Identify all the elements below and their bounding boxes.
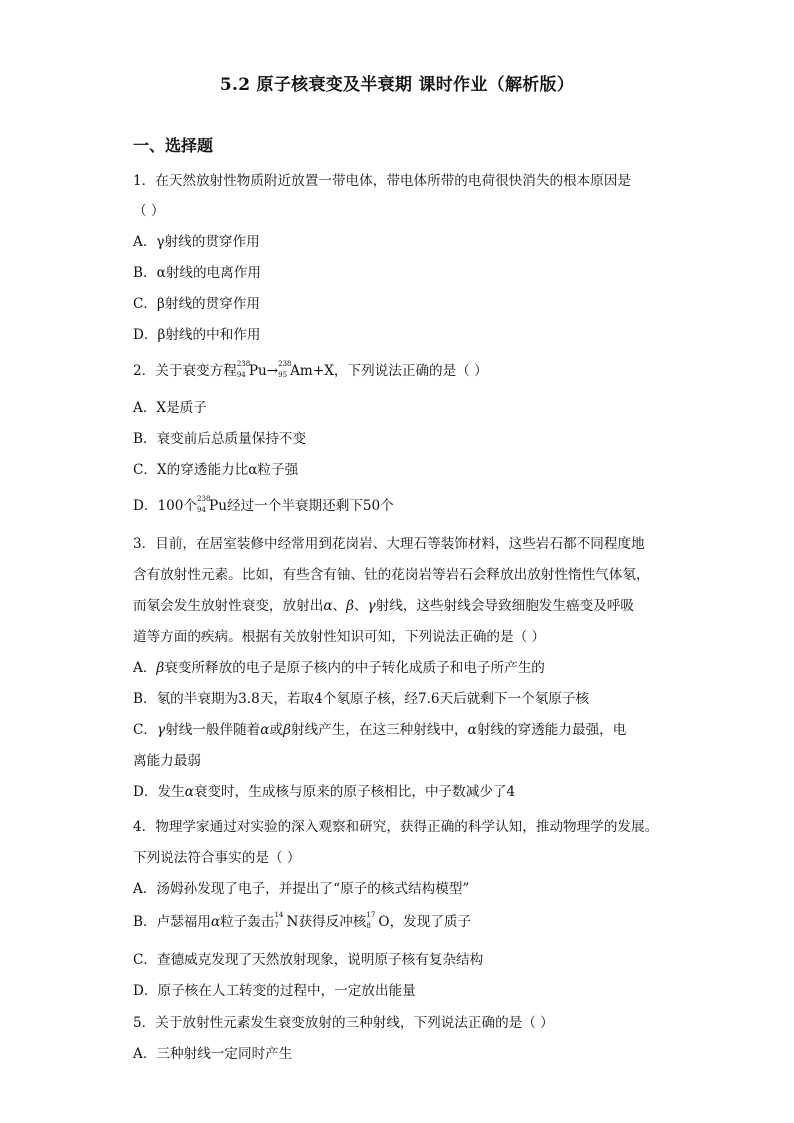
alpha-symbol: α: [260, 722, 270, 738]
q3-option-d-text: D．发生: [133, 784, 185, 800]
q4-option-b-text3: 获得反冲核: [298, 914, 367, 930]
q3-option-c-text2: 射线产生，在这三种射线中，: [290, 722, 468, 738]
n-symbol: N: [286, 914, 299, 930]
q4-option-b-text: B．卢瑟福用: [133, 914, 211, 930]
q4-stem-line2: 下列说法符合事实的是（ ）: [133, 850, 301, 866]
q2-option-d-tail: 经过一个半衰期还剩下50个: [226, 498, 394, 514]
beta-symbol: β: [283, 722, 291, 738]
q3-option-b: B．氡的半衰期为3.8天，若取4个氡原子核，经7.6天后就剩下一个氡原子核: [133, 691, 590, 707]
q1-stem: 1．在天然放射性物质附近放置一带电体，带电体所带的电荷很快消失的根本原因是: [133, 173, 632, 189]
q4-stem-line1: 4．物理学家通过对实验的深入观察和研究，获得正确的科学认知，推动物理学的发展。: [133, 819, 659, 835]
q3-stem-line1: 3．目前，在居室装修中经常用到花岗岩、大理石等装饰材料，这些岩石都不同程度地: [133, 536, 645, 552]
pu-mass-number: 238: [236, 360, 251, 368]
q3-stem-line4: 道等方面的疾病。根据有关放射性知识可知，下列说法正确的是（ ）: [133, 629, 546, 645]
q3-option-c-text: 射线一般伴随着: [165, 722, 261, 738]
pu-nuclide-2: [197, 497, 209, 515]
o-symbol: O: [378, 914, 390, 930]
q2-option-d-text: D．100个: [133, 498, 198, 514]
q2-option-c: C．X的穿透能力比α粒子强: [133, 462, 299, 478]
q3-option-c-label: C．: [133, 722, 157, 738]
o-atomic-number: 8: [366, 922, 371, 930]
q3-option-a-text: 衰变所释放的电子是原子核内的中子转化成质子和电子所产生的: [164, 660, 545, 676]
q1-option-d: D．β射线的中和作用: [133, 327, 261, 343]
alpha-symbol: α: [184, 784, 194, 800]
pu-atomic-number: 94: [236, 371, 246, 379]
q2-stem: [133, 362, 488, 380]
q2-stem-tail: +X，下列说法正确的是（ ）: [312, 363, 488, 379]
n-atomic-number: 7: [274, 922, 279, 930]
n-mass-number: 14: [274, 911, 284, 919]
pu-symbol: Pu: [248, 363, 267, 379]
q5-option-a: A．三种射线一定同时产生: [133, 1046, 293, 1062]
q4-option-c: C．查德威克发现了天然放射现象，说明原子核有复杂结构: [133, 952, 484, 968]
separator: 、: [353, 598, 368, 614]
separator: 、: [332, 598, 347, 614]
q5-stem: 5．关于放射性元素发生衰变放射的三种射线，下列说法正确的是（ ）: [133, 1015, 554, 1031]
q1-option-b: B．α射线的电离作用: [133, 265, 261, 281]
q4-option-b-text2: 粒子轰击: [220, 914, 275, 930]
o-nuclide: [366, 913, 378, 931]
alpha-symbol: α: [210, 914, 221, 930]
q3-line3-tail: 射线，这些射线会导致细胞发生癌变及呼吸: [375, 598, 634, 614]
q2-stem-text: 2．关于衰变方程: [133, 363, 237, 379]
q4-option-b: [133, 913, 471, 931]
q3-option-c: [133, 721, 626, 739]
am-mass-number: 238: [278, 360, 292, 368]
am-atomic-number: 95: [278, 371, 288, 379]
q3-stem-line3: [133, 597, 634, 615]
am-symbol: Am: [290, 363, 313, 379]
gamma-symbol: γ: [367, 598, 376, 614]
q1-stem-paren: （ ）: [133, 203, 165, 219]
q2-option-d: [133, 497, 394, 515]
q2-option-a: A．X是质子: [133, 400, 207, 416]
q4-option-a: A．汤姆孙发现了电子，并提出了“原子的核式结构模型”: [133, 881, 470, 897]
section-heading: 一、选择题: [133, 136, 214, 155]
document-title: 5.2 原子核衰变及半衰期 课时作业（解析版）: [219, 75, 575, 95]
pu-symbol-2: Pu: [209, 498, 227, 514]
q3-line3-text: 而氡会发生放射性衰变，放射出: [133, 598, 324, 614]
n-nuclide: [275, 913, 287, 931]
q4-option-b-tail: ，发现了质子: [389, 914, 472, 930]
q4-option-d: D．原子核在人工转变的过程中，一定放出能量: [133, 983, 416, 999]
beta-symbol: β: [156, 660, 165, 676]
q3-option-d: [133, 783, 515, 801]
q2-option-b: B．衰变前后总质量保持不变: [133, 431, 307, 447]
q3-option-c-or: 或: [269, 722, 284, 738]
q3-option-d-tail: 衰变时，生成核与原来的原子核相比，中子数减少了4: [193, 784, 516, 800]
q3-option-a: [133, 659, 545, 677]
am-nuclide: [278, 362, 290, 380]
q3-stem-line2: 含有放射性元素。比如，有些含有铀、钍的花岗岩等岩石会释放出放射性惰性气体氡，: [133, 567, 650, 583]
q1-option-a: A．γ射线的贯穿作用: [133, 234, 260, 250]
pu-mass-number-2: 238: [197, 495, 211, 503]
beta-symbol: β: [346, 598, 354, 614]
arrow-symbol: →: [266, 363, 279, 379]
q3-option-c-cont: 离能力最弱: [133, 753, 201, 769]
gamma-symbol: γ: [157, 722, 166, 738]
q3-option-a-label: A．: [133, 660, 157, 676]
pu-atomic-number-2: 94: [197, 506, 206, 514]
q1-option-c: C．β射线的贯穿作用: [133, 296, 261, 312]
o-mass-number: 17: [366, 911, 376, 919]
pu-nuclide: [237, 362, 249, 380]
alpha-symbol: α: [323, 598, 333, 614]
alpha-symbol: α: [467, 722, 477, 738]
q3-option-c-text3: 射线的穿透能力最强，电: [476, 722, 627, 738]
